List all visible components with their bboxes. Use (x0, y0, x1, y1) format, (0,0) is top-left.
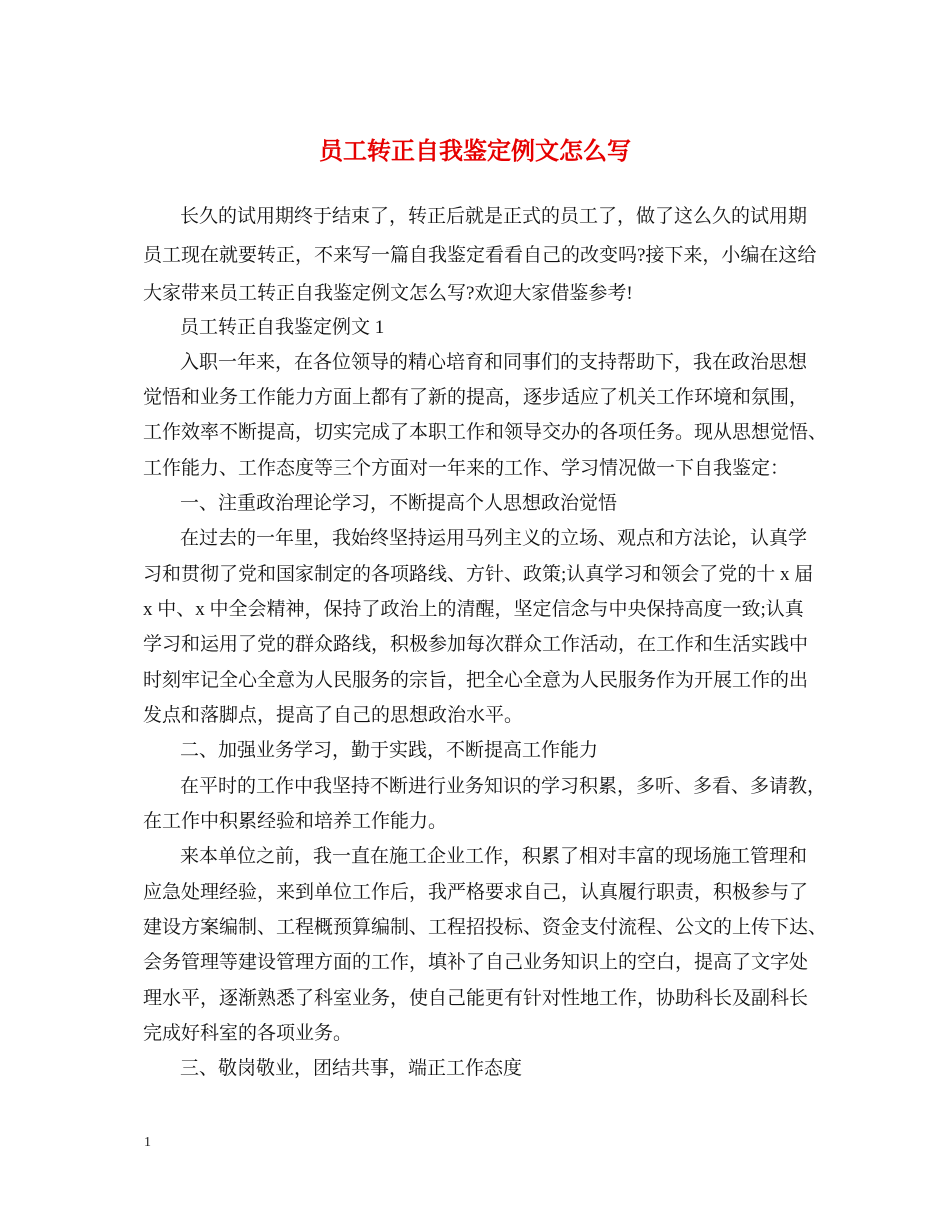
paragraph-line: 员工转正自我鉴定例文 1 (180, 316, 385, 338)
paragraph-line: 在工作中积累经验和培养工作能力。 (143, 811, 448, 833)
paragraph-line: 来本单位之前，我一直在施工企业工作，积累了相对丰富的现场施工管理和 (180, 846, 808, 868)
example-heading (143, 310, 843, 345)
paragraph-line: 工作效率不断提高，切实完成了本职工作和领导交办的各项任务。现从思想觉悟、 (143, 422, 828, 444)
paragraph-line: 二、加强业务学习，勤于实践，不断提高工作能力 (180, 740, 599, 762)
document-body (143, 198, 843, 1087)
paragraph-line: 工作能力、工作态度等三个方面对一年来的工作、学习情况做一下自我鉴定： (143, 457, 790, 479)
paragraph-line: 建设方案编制、工程概预算编制、工程招投标、资金支付流程、公文的上传下达、 (143, 917, 828, 939)
paragraph-line: 长久的试用期终于结束了，转正后就是正式的员工了，做了这么久的试用期 (180, 206, 808, 227)
document-title: 员工转正自我鉴定例文怎么写 (319, 139, 631, 165)
paragraph-line: 入职一年来，在各位领导的精心培育和同事们的支持帮助下，我在政治思想 (180, 351, 808, 373)
section-heading (143, 733, 843, 768)
section-heading (143, 1051, 843, 1086)
paragraph-line: 大家带来员工转正自我鉴定例文怎么写?欢迎大家借鉴参考! (143, 283, 633, 304)
paragraph-line: 员工现在就要转正，不来写一篇自我鉴定看看自己的改变吗?接下来，小编在这给 (143, 244, 817, 266)
body-paragraph (143, 769, 843, 840)
paragraph-line: 理水平，逐渐熟悉了科室业务，使自己能更有针对性地工作，协助科长及副科长 (143, 987, 809, 1009)
paragraph-line: 时刻牢记全心全意为人民服务的宗旨，把全心全意为人民服务作为开展工作的出 (143, 669, 809, 691)
paragraph-line: 习和贯彻了党和国家制定的各项路线、方针、政策;认真学习和领会了党的十 x 届 (143, 563, 814, 585)
paragraph-line: x 中、x 中全会精神，保持了政治上的清醒，坚定信念与中央保持高度一致;认真 (143, 599, 804, 621)
body-paragraph (143, 521, 843, 733)
body-paragraph (143, 345, 843, 486)
paragraph-line: 会务管理等建设管理方面的工作，填补了自己业务知识上的空白，提高了文字处 (143, 952, 809, 974)
paragraph-line: 在过去的一年里，我始终坚持运用马列主义的立场、观点和方法论，认真学 (180, 528, 808, 550)
intro-paragraph (143, 198, 843, 314)
paragraph-line: 学习和运用了党的群众路线，积极参加每次群众工作活动，在工作和生活实践中 (143, 634, 809, 656)
page-number: 1 (144, 1135, 151, 1150)
paragraph-line: 发点和落脚点，提高了自己的思想政治水平。 (143, 705, 524, 727)
paragraph-line: 觉悟和业务工作能力方面上都有了新的提高，逐步适应了机关工作环境和氛围， (143, 387, 809, 409)
paragraph-line: 完成好科室的各项业务。 (143, 1023, 353, 1045)
paragraph-line: 一、注重政治理论学习，不断提高个人思想政治觉悟 (180, 493, 618, 515)
paragraph-line: 三、敬岗敬业，团结共事，端正工作态度 (180, 1058, 523, 1080)
paragraph-line: 应急处理经验，来到单位工作后，我严格要求自己，认真履行职责，积极参与了 (143, 881, 809, 903)
body-paragraph (143, 839, 843, 1051)
paragraph-line: 在平时的工作中我坚持不断进行业务知识的学习积累，多听、多看、多请教， (180, 775, 827, 797)
section-heading (143, 486, 843, 521)
